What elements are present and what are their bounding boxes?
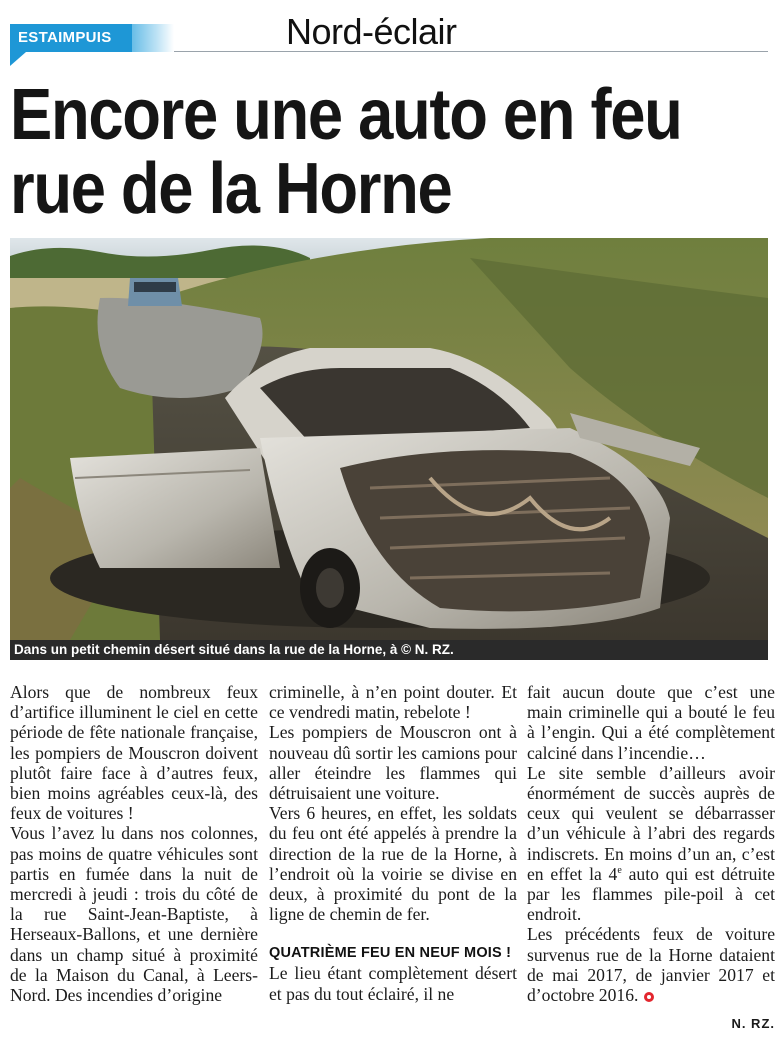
article-column-3 [527, 682, 775, 1031]
section-tag-tail [10, 52, 26, 66]
photo-caption: Dans un petit chemin désert situé dans la rue de la Horne, à © N. RZ. [10, 640, 768, 660]
headline-line-1: Encore une auto en feu [10, 75, 682, 155]
author-signature: N. RZ. [731, 1016, 775, 1031]
header-rule [174, 51, 768, 52]
paragraph-5-start: Le lieu étant complètement désert et pas du tout éclairé, il ne [269, 963, 517, 1004]
paragraph-7-text: Les précédents feux de voiture survenus rue de la Horne dataient de mai 2017, de janvier 2017 et d’octobre 2016. [527, 924, 775, 1006]
burnt-car-photo-illustration [10, 238, 768, 640]
paragraph-4: Vers 6 heures, en effet, les soldats du feu ont été appelés à prendre la direction de la rue de la Horne, à l’endroit où la voirie se divise en deux, à proximité du pont de la ligne de chemin de fer. [269, 803, 517, 925]
paragraph-1: Alors que de nombreux feux d’artifice illuminent le ciel en cette période de fête nationale française, les pompiers de Mouscron doivent plutôt faire face à d’autres feux, bien moins agréables ceux-là, des feux de voitures ! [10, 682, 258, 824]
ordinal-suffix: e [617, 864, 622, 876]
paragraph-7 [527, 924, 775, 1005]
headline [10, 75, 682, 229]
article-photo [10, 238, 768, 640]
newspaper-name: Nord-éclair [286, 11, 457, 52]
paragraph-2-start: Vous l’avez lu dans nos colonnes, pas moins de quatre véhicules sont partis en fumée dans la nuit de mercredi à jeudi : trois du côté de la rue Saint-Jean-Baptiste, à Herseaux-Ballons, et une dernière dans un champ situé à proximité de la Maison du Canal, à Leers-Nord. Des incendies d’origine [10, 823, 258, 1006]
headline-line-2: rue de la Horne [10, 149, 452, 229]
end-mark-icon [644, 992, 654, 1002]
article-body [10, 682, 775, 1032]
section-tag: ESTAIMPUIS [10, 24, 132, 52]
paragraph-6-a: Le site semble d’ailleurs avoir énormément de succès auprès de ceux qui veulent se débarrasser d’un véhicule à l’abri des regards indiscrets. En moins d’un an, c’est en effet la 4 [527, 762, 775, 884]
article-column-1 [10, 682, 258, 1005]
article-column-2 [269, 682, 517, 1004]
paragraph-5-end: fait aucun doute que c’est une main criminelle qui a bouté le feu à l’engin. Qui a été complètement calciné dans l’incendie… [527, 682, 775, 763]
section-tag-fade [132, 24, 174, 52]
paragraph-6 [527, 763, 775, 925]
paragraph-3: Les pompiers de Mouscron ont à nouveau dû sortir les camions pour aller éteindre les flammes qui détruisaient une voiture. [269, 722, 517, 804]
page-header [0, 0, 780, 62]
paragraph-2-end: criminelle, à n’en point douter. Et ce vendredi matin, rebelote ! [269, 682, 517, 723]
subhead: QUATRIÈME FEU EN NEUF MOIS ! [269, 945, 512, 962]
paragraph-6-b: auto qui est détruite par les flammes pile-poil à cet endroit. [527, 863, 775, 925]
